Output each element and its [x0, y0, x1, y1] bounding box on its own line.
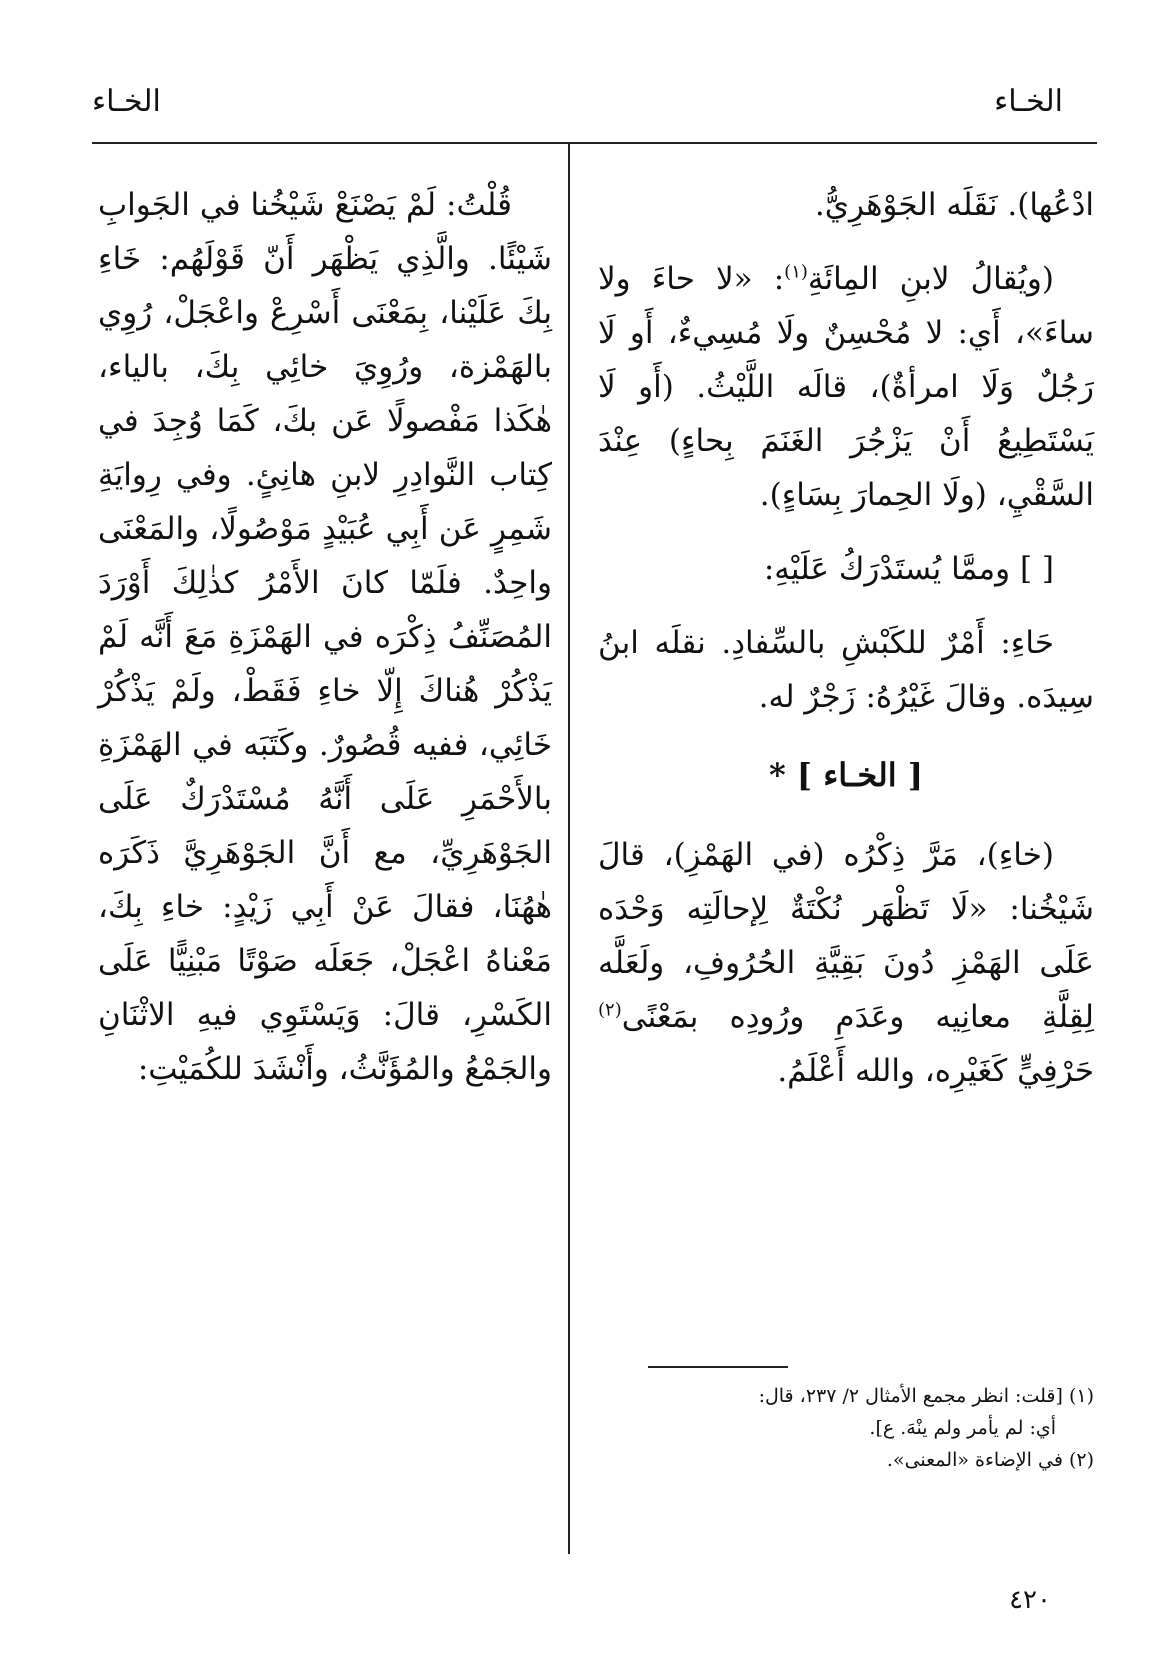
paragraph-3: [ ] وممَّا يُستَدْرَكُ عَلَيْهِ:: [763, 551, 1054, 587]
footnote-2: (٢) في الإضاءة «المعنى».: [886, 1449, 1094, 1471]
paragraph-4: حَاءِ: أَمْرٌ للكَبْشِ بالسِّفادِ. نقلَه ابنُ سِيدَه. وقالَ غَيْرُهُ: زَجْرٌ له.: [598, 625, 1094, 715]
paragraph-2: [598, 252, 1094, 522]
paragraph-5-text: (خاءِ)، مَرَّ ذِكْرُه (في الهَمْزِ)، قالَ شَيْخُنا: «لَا تَظْهَر نُكْتَةٌ لِإحالَتِه وَحْدَه عَلَى الهَمْزِ دُونَ بَقِيَّةِ الحُرُوفِ، ولَعَلَّه لِقِلَّةِ معانِيه وعَدَمِ ورُودِه بمَعْنًى: [598, 837, 1094, 1035]
left-column: [98, 178, 552, 1096]
footnotes: [598, 1380, 1094, 1476]
paragraph-left: قُلْتُ: لَمْ يَصْنَعْ شَيْخُنا في الجَوابِ شَيْئًا. والَّذِي يَظْهَر أَنّ قَوْلَهُم: خَاءِ بِكَ عَلَيْنا، بِمَعْنَى أَسْرِعْ واعْجَلْ، رُوِي بالهَمْزة، ورُوِيَ خائِي بِكَ، بالياء، هٰكَذا مَفْصولًا عَن بكَ، كَمَا وُجِدَ في كِتاب النَّوادِرِ لابنِ هانِئٍ. وفي رِوايَةِ شَمِرٍ عَن أَبِي عُبَيْدٍ مَوْصُولًا، والمَعْنَى واحِدٌ. فلَمّا كانَ الأَمْرُ كذٰلِكَ أَوْرَدَ المُصَنِّفُ ذِكْرَه في الهَمْزَةِ مَعَ أَنَّه لَمْ يَذْكُرْ هُناكَ إِلّا خاءِ فَقَطْ، ولَمْ يَذْكُرْ خَائِي، ففيه قُصُورٌ. وكَتَبَه في الهَمْزَةِ بالأَحْمَرِ عَلَى أَنَّهُ مُسْتَدْرَكٌ عَلَى الجَوْهَرِيِّ، مع أَنَّ الجَوْهَرِيَّ ذَكَرَه هٰهُنَا، فقالَ عَنْ أَبِي زَيْدٍ: خاءِ بِكَ، مَعْناهُ اعْجَلْ، جَعَلَه صَوْتًا مَبْنِيًّا عَلَى الكَسْرِ، قالَ: وَيَسْتَوِي فيهِ الاثْنَانِ والجَمْعُ والمُؤَنَّثُ، وأَنْشَدَ للكُمَيْتِ:: [98, 187, 552, 1087]
footnote-1-line-2: أي: لم يأمر ولم ينْهَ. ع].: [869, 1417, 1056, 1439]
footnote-1-line-1: (١) [قلت: انظر مجمع الأمثال ٢/ ٢٣٧، قال:: [758, 1385, 1094, 1407]
page-number: ٤٢٠: [1009, 1585, 1051, 1615]
footnote-ref-1: (١): [784, 261, 808, 283]
paragraph-1: ادْعُها). نَقَلَه الجَوْهَرِيُّ.: [814, 187, 1094, 223]
running-header-right: الخـاء: [994, 84, 1063, 119]
paragraph-5-rest: حَرْفِيٍّ كَغَيْرِه، والله أَعْلَمُ.: [777, 1053, 1094, 1089]
running-header-left: الخـاء: [92, 84, 161, 119]
footnote-ref-2: (٢): [598, 999, 622, 1021]
paragraph-5: [598, 828, 1094, 1098]
section-heading: [ الخـاء ] *: [769, 756, 923, 794]
right-column: [598, 178, 1094, 1098]
column-divider: [568, 144, 570, 1554]
paragraph-2-rest: : «لا حاءَ ولا ساءَ»، أَي: لا مُحْسِنٌ ولَا مُسِيءٌ، أَو لَا رَجُلٌ وَلَا امرأةٌ)، قالَه اللَّيْثُ. (أَو لَا يَسْتَطِيعُ أَنْ يَزْجُرَ الغَنَمَ بِحاءٍ) عِنْدَ السَّقْيِ، (ولَا الحِمارَ بِسَاءٍ).: [598, 261, 1094, 513]
footnote-rule: [648, 1366, 788, 1368]
header-rule: [92, 142, 1097, 144]
paragraph-2-text: (ويُقالُ لابنِ المِائَةِ: [807, 261, 1054, 297]
